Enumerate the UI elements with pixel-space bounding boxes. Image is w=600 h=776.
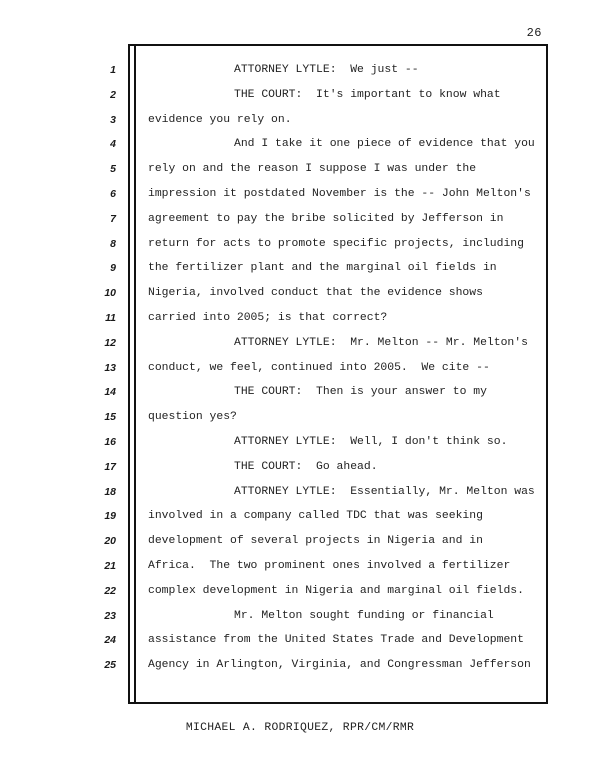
transcript-line: ATTORNEY LYTLE: We just -- — [234, 64, 419, 76]
line-number: 23 — [104, 609, 116, 622]
transcript-line: complex development in Nigeria and marginal oil fields. — [148, 584, 524, 597]
transcript-line: THE COURT: Go ahead. — [234, 460, 378, 473]
line-number: 12 — [104, 336, 116, 349]
transcript-line: ATTORNEY LYTLE: Well, I don't think so. — [234, 435, 508, 448]
transcript-line: rely on and the reason I suppose I was under the — [148, 163, 477, 176]
transcript-line: evidence you rely on. — [148, 113, 292, 126]
line-number: 8 — [110, 237, 116, 250]
transcript-line: involved in a company called TDC that was seeking — [148, 510, 483, 523]
page-number: 26 — [526, 26, 542, 40]
line-number: 21 — [104, 559, 116, 572]
transcript-line: agreement to pay the bribe solicited by Jefferson in — [148, 212, 504, 225]
line-number: 3 — [110, 113, 116, 126]
line-number: 5 — [110, 163, 116, 176]
margin-rule — [134, 44, 136, 704]
line-number: 11 — [105, 311, 116, 324]
transcript-line: carried into 2005; is that correct? — [148, 311, 388, 324]
transcript-line: Mr. Melton sought funding or financial — [234, 609, 494, 622]
line-number: 2 — [110, 88, 116, 101]
line-number: 14 — [104, 386, 116, 399]
line-number: 9 — [110, 262, 116, 275]
line-number: 22 — [104, 584, 116, 597]
transcript-line: conduct, we feel, continued into 2005. We cite -- — [148, 361, 490, 374]
line-number: 18 — [104, 485, 116, 498]
line-number: 17 — [104, 460, 116, 473]
transcript-line: And I take it one piece of evidence that you — [234, 138, 535, 151]
transcript-line: ATTORNEY LYTLE: Essentially, Mr. Melton was — [234, 485, 535, 498]
transcript-text — [148, 58, 544, 678]
line-number: 19 — [104, 510, 116, 523]
line-number: 13 — [104, 361, 116, 374]
line-number: 15 — [104, 411, 116, 424]
transcript-line: Agency in Arlington, Virginia, and Congressman Jefferson — [148, 659, 531, 672]
transcript-line: return for acts to promote specific projects, including — [148, 237, 524, 250]
line-number: 4 — [110, 138, 116, 151]
line-number-column — [96, 58, 116, 678]
line-number: 10 — [104, 287, 116, 300]
line-number: 25 — [104, 659, 116, 672]
transcript-line: the fertilizer plant and the marginal oil fields in — [148, 262, 497, 275]
transcript-line: Nigeria, involved conduct that the evidence shows — [148, 287, 483, 300]
line-number: 1 — [110, 64, 116, 76]
transcript-line: THE COURT: Then is your answer to my — [234, 386, 487, 399]
reporter-footer: MICHAEL A. RODRIQUEZ, RPR/CM/RMR — [185, 722, 415, 734]
transcript-line: Africa. The two prominent ones involved a fertilizer — [148, 559, 511, 572]
line-number: 20 — [104, 535, 116, 548]
line-number: 16 — [104, 435, 116, 448]
line-number: 6 — [110, 187, 116, 200]
transcript-line: impression it postdated November is the -- John Melton's — [148, 187, 531, 200]
transcript-line: development of several projects in Nigeria and in — [148, 535, 483, 548]
transcript-line: question yes? — [148, 411, 237, 424]
line-number: 24 — [104, 634, 116, 647]
transcript-line: ATTORNEY LYTLE: Mr. Melton -- Mr. Melton's — [234, 336, 528, 349]
line-number: 7 — [110, 212, 116, 225]
transcript-line: THE COURT: It's important to know what — [234, 88, 501, 101]
transcript-line: assistance from the United States Trade and Development — [148, 634, 524, 647]
